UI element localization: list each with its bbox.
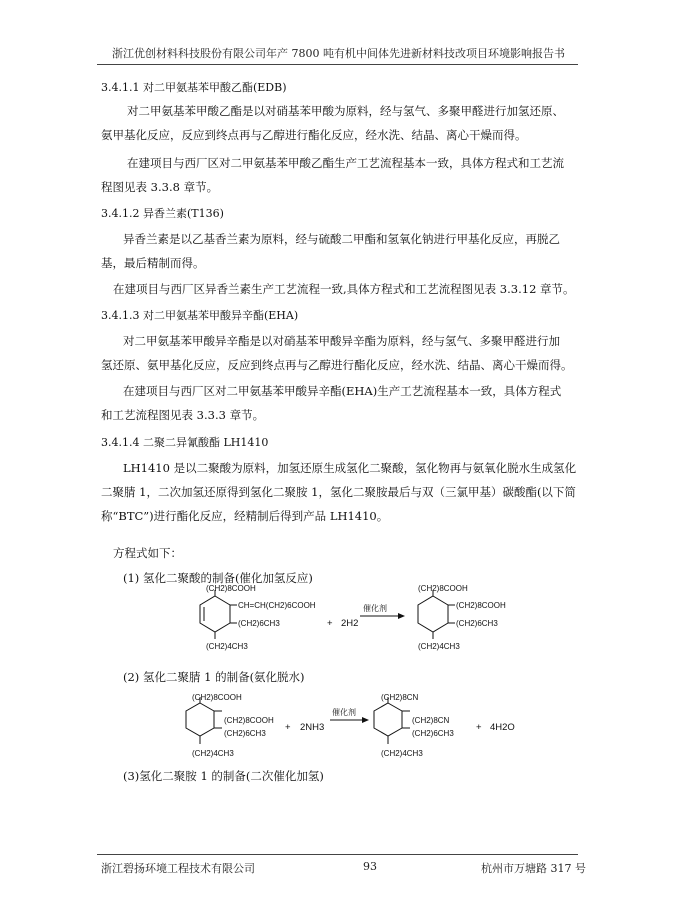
substituent-side: (CH2)8CN [412, 716, 450, 725]
footer-company: 浙江碧扬环境工程技术有限公司 [101, 862, 255, 875]
plus-sign: + [476, 722, 482, 733]
substituent-side: (CH2)6CH3 [412, 729, 454, 738]
body-text: LH1410 是以二聚酸为原料，加氢还原生成氢化二聚酸，氢化物再与氨氧化脱水生成氢化 [123, 461, 577, 475]
reagent: 2H2 [341, 618, 359, 629]
reagent: 2NH3 [300, 722, 325, 733]
body-text: 二聚腈 1，二次加氢还原得到氢化二聚胺 1，氢化二聚胺最后与双（三氯甲基）碳酸酯(以下简 [101, 485, 576, 499]
body-text: 氨甲基化反应，反应到终点再与乙醇进行酯化反应，经水洗、结晶、离心干燥而得。 [101, 128, 527, 142]
substituent-side: CH=CH(CH2)6COOH [238, 601, 316, 610]
section-heading: 3.4.1.2 异香兰素(T136) [101, 207, 224, 220]
substituent-side: (CH2)6CH3 [224, 729, 266, 738]
body-text: 对二甲氨基苯甲酸乙酯是以对硝基苯甲酸为原料，经与氢气、多聚甲醛进行加氢还原、 [127, 104, 564, 118]
byproduct: 4H2O [490, 722, 515, 733]
body-text: 在建项目与西厂区对二甲氨基苯甲酸乙酯生产工艺流程基本一致，具体方程式和工艺流 [127, 156, 564, 170]
footer-address: 杭州市万塘路 317 号 [481, 862, 586, 875]
equations-intro: 方程式如下： [113, 546, 182, 560]
page-number: 93 [363, 860, 377, 873]
substituent-bottom: (CH2)4CH3 [381, 749, 423, 758]
substituent-top: (CH2)8COOH [206, 584, 256, 593]
substituent-side: (CH2)8COOH [224, 716, 274, 725]
footer-rule [97, 854, 578, 855]
catalyst-label: 催化剂 [363, 604, 387, 613]
substituent-side: (CH2)8COOH [456, 601, 506, 610]
section-heading: 3.4.1.1 对二甲氨基苯甲酸乙酯(EDB) [101, 81, 287, 94]
page-header: 浙江优创材料科技股份有限公司年产 7800 吨有机中间体先进新材料技改项目环境影响报告书 [112, 47, 565, 60]
equation-label: (1) 氢化二聚酸的制备(催化加氢反应) [123, 571, 313, 585]
catalyst-label: 催化剂 [332, 708, 356, 717]
body-text: 在建项目与西厂区对二甲氨基苯甲酸异辛酯(EHA)生产工艺流程基本一致，具体方程式 [123, 384, 562, 398]
substituent-bottom: (CH2)4CH3 [192, 749, 234, 758]
body-text: 异香兰素是以乙基香兰素为原料，经与硫酸二甲酯和氢氧化钠进行甲基化反应，再脱乙 [123, 232, 560, 246]
substituent-bottom: (CH2)4CH3 [418, 642, 460, 651]
reaction-scheme-2 [0, 690, 677, 765]
body-text: 和工艺流程图见表 3.3.3 章节。 [101, 408, 265, 422]
equation-label: (3)氢化二聚胺 1 的制备(二次催化加氢) [123, 769, 324, 783]
substituent-top: (CH2)8CN [381, 693, 419, 702]
body-text: 对二甲氨基苯甲酸异辛酯是以对硝基苯甲酸异辛酯为原料，经与氢气、多聚甲醛进行加 [123, 334, 560, 348]
substituent-bottom: (CH2)4CH3 [206, 642, 248, 651]
reaction-scheme-1 [0, 583, 677, 663]
substituent-side: (CH2)6CH3 [456, 619, 498, 628]
header-rule [97, 64, 578, 65]
plus-sign: + [327, 618, 333, 629]
plus-sign: + [285, 722, 291, 733]
substituent-top: (CH2)8COOH [418, 584, 468, 593]
substituent-side: (CH2)6CH3 [238, 619, 280, 628]
equation-label: (2) 氢化二聚腈 1 的制备(氨化脱水) [123, 670, 305, 684]
body-text: 氢还原、氨甲基化反应，反应到终点再与乙醇进行酯化反应，经水洗、结晶、离心干燥而得。 [101, 358, 573, 372]
body-text: 称“BTC”)进行酯化反应，经精制后得到产品 LH1410。 [101, 509, 389, 523]
body-text: 程图见表 3.3.8 章节。 [101, 180, 219, 194]
section-heading: 3.4.1.3 对二甲氨基苯甲酸异辛酯(EHA) [101, 309, 299, 322]
substituent-top: (CH2)8COOH [192, 693, 242, 702]
section-heading: 3.4.1.4 二聚二异氰酸酯 LH1410 [101, 436, 269, 449]
body-text: 在建项目与西厂区异香兰素生产工艺流程一致,具体方程式和工艺流程图见表 3.3.12 章节。 [113, 282, 575, 296]
body-text: 基，最后精制而得。 [101, 256, 205, 270]
